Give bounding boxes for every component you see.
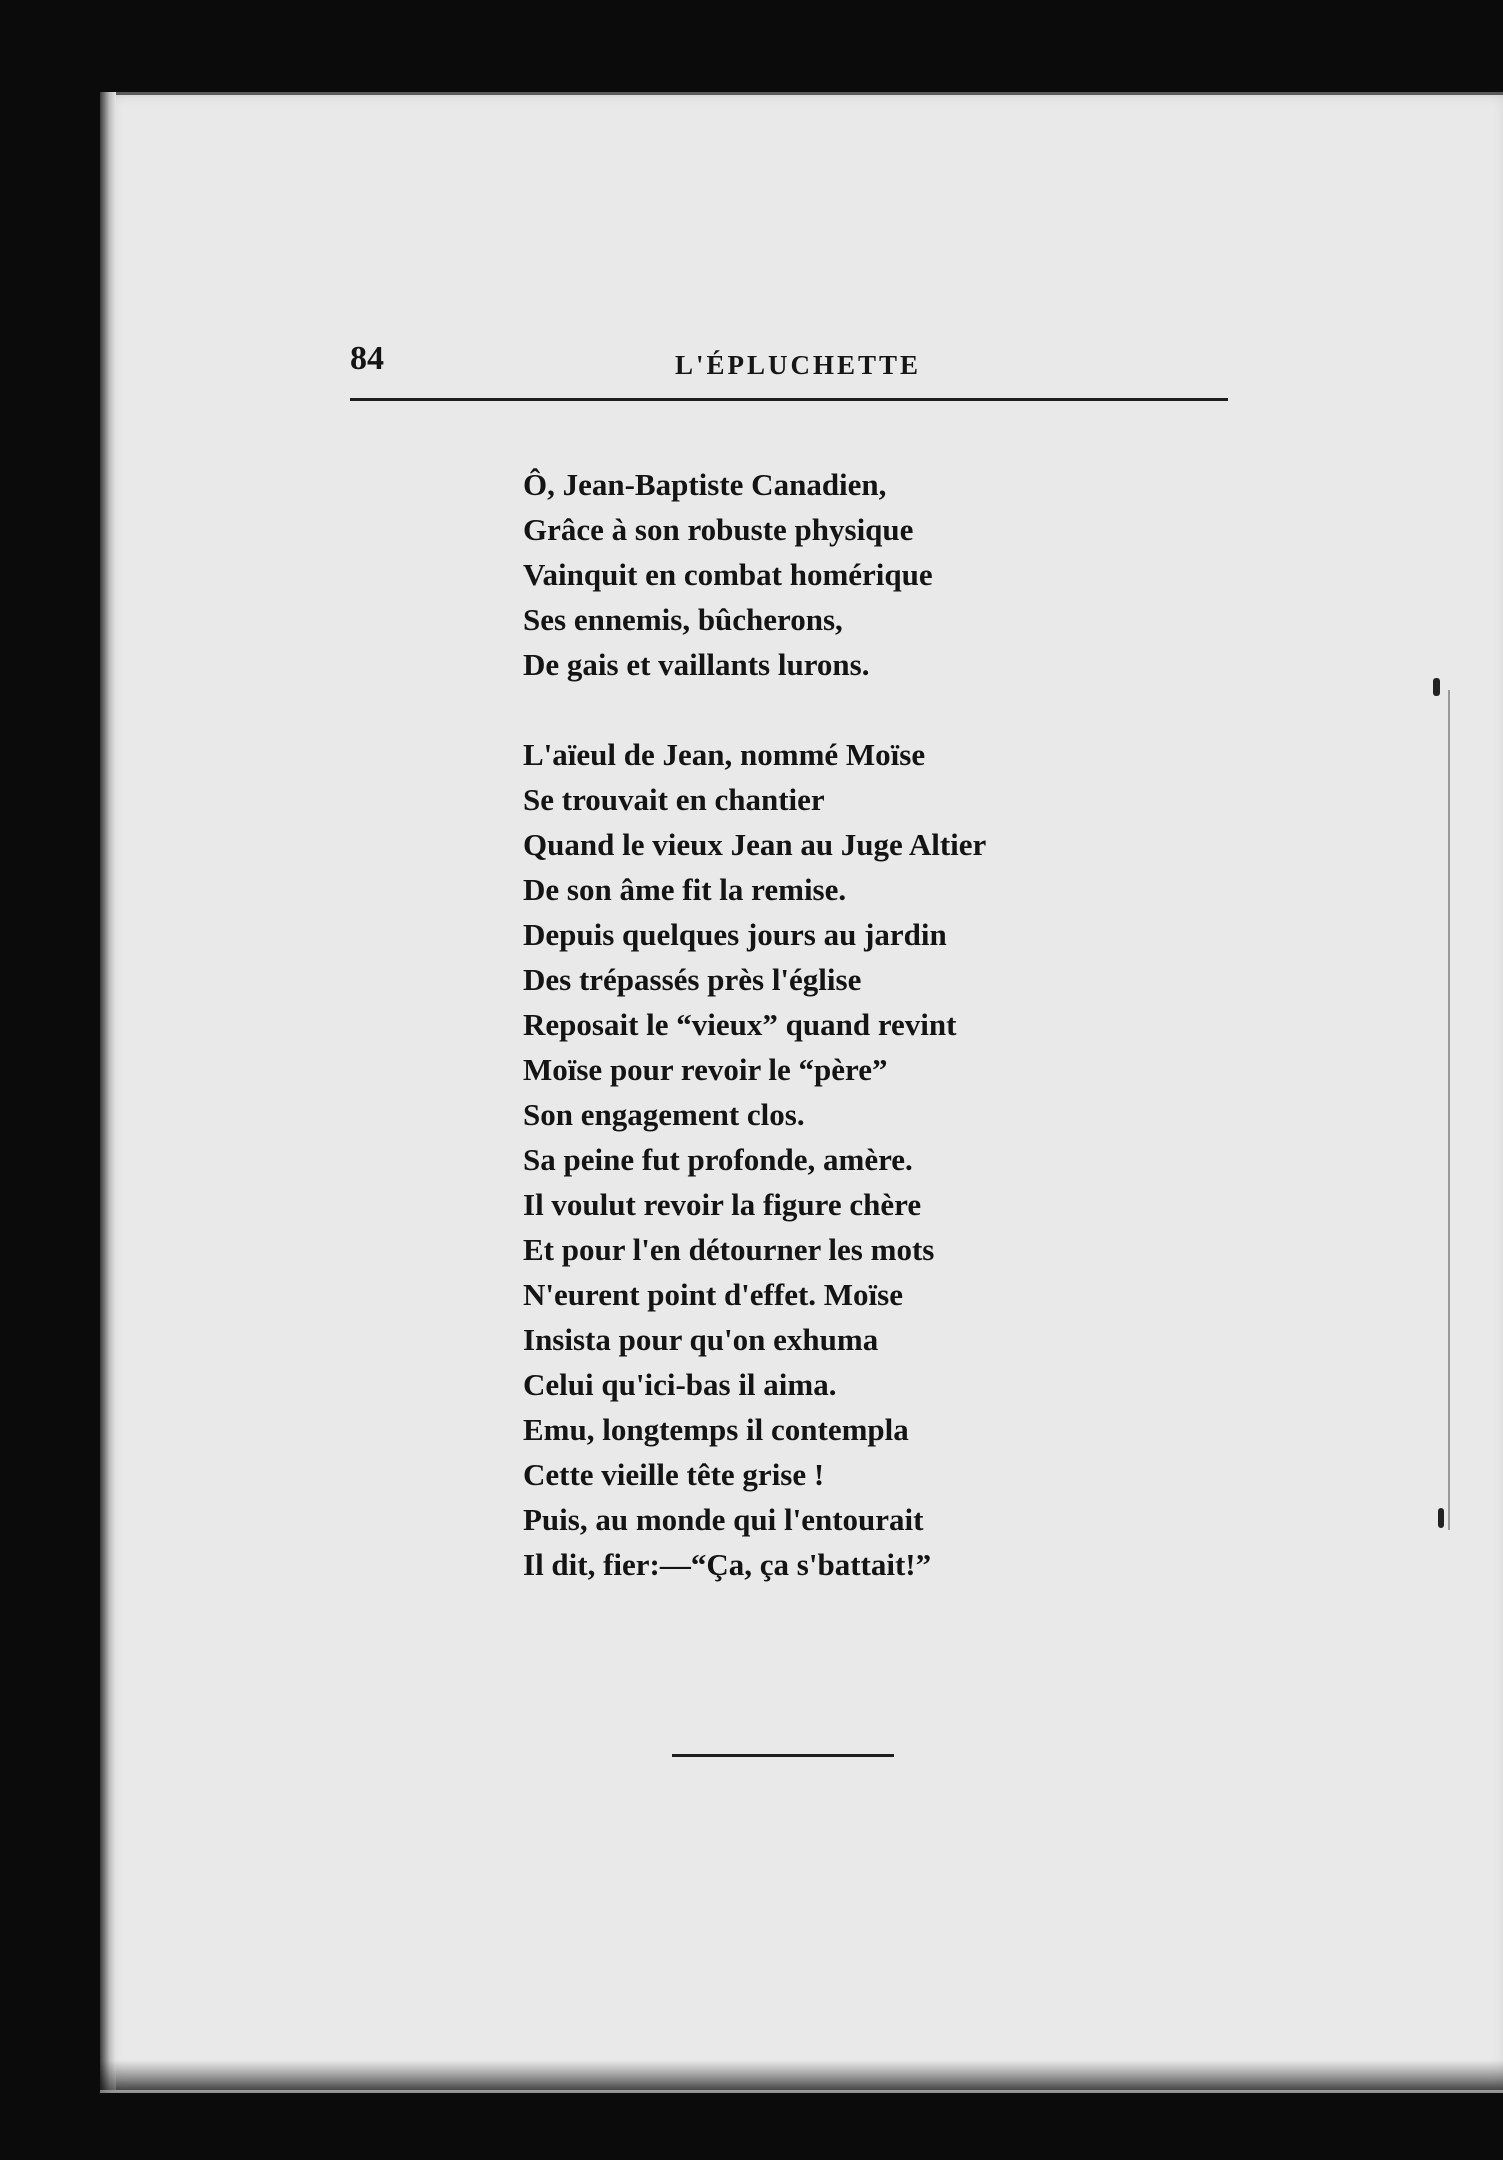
poem-line: Son engagement clos. <box>523 1097 805 1132</box>
poem-line: De gais et vaillants lurons. <box>523 647 870 682</box>
poem-line: De son âme fit la remise. <box>523 872 847 907</box>
poem-line: Cette vieille tête grise ! <box>523 1457 825 1492</box>
page-bottom-shadow <box>100 2060 1503 2090</box>
poem-line: Insista pour qu'on exhuma <box>523 1322 879 1357</box>
poem-line: Puis, au monde qui l'entourait <box>523 1502 924 1537</box>
header-rule <box>350 398 1228 401</box>
poem-line: L'aïeul de Jean, nommé Moïse <box>523 737 926 772</box>
poem-line: Vainquit en combat homérique <box>523 557 933 592</box>
poem-line: Reposait le “vieux” quand revint <box>523 1007 957 1042</box>
poem-line: Se trouvait en chantier <box>523 782 825 817</box>
poem-line: Des trépassés près l'église <box>523 962 862 997</box>
poem-line: N'eurent point d'effet. Moïse <box>523 1277 903 1312</box>
poem-line: Sa peine fut profonde, amère. <box>523 1142 913 1177</box>
poem-line: Ô, Jean-Baptiste Canadien, <box>523 467 887 502</box>
poem-line: Il dit, fier:—“Ça, ça s'battait!” <box>523 1547 932 1582</box>
binding-mark-top <box>1433 678 1440 696</box>
stanza-break <box>523 687 986 732</box>
page-number: 84 <box>350 340 384 377</box>
running-title: L'ÉPLUCHETTE <box>675 350 922 380</box>
poem <box>523 462 986 1587</box>
poem-line: Et pour l'en détourner les mots <box>523 1232 935 1267</box>
binding-line <box>1436 690 1450 1530</box>
poem-line: Celui qu'ici-bas il aima. <box>523 1367 837 1402</box>
poem-line: Moïse pour revoir le “père” <box>523 1052 888 1087</box>
poem-line: Ses ennemis, bûcherons, <box>523 602 843 637</box>
poem-line: Grâce à son robuste physique <box>523 512 914 547</box>
binding-mark-bottom <box>1438 1508 1444 1528</box>
page-binding-edge <box>100 92 116 2090</box>
poem-line: Emu, longtemps il contempla <box>523 1412 909 1447</box>
poem-line: Il voulut revoir la figure chère <box>523 1187 922 1222</box>
poem-line: Quand le vieux Jean au Juge Altier <box>523 827 987 862</box>
poem-line: Depuis quelques jours au jardin <box>523 917 947 952</box>
end-rule <box>672 1754 894 1757</box>
